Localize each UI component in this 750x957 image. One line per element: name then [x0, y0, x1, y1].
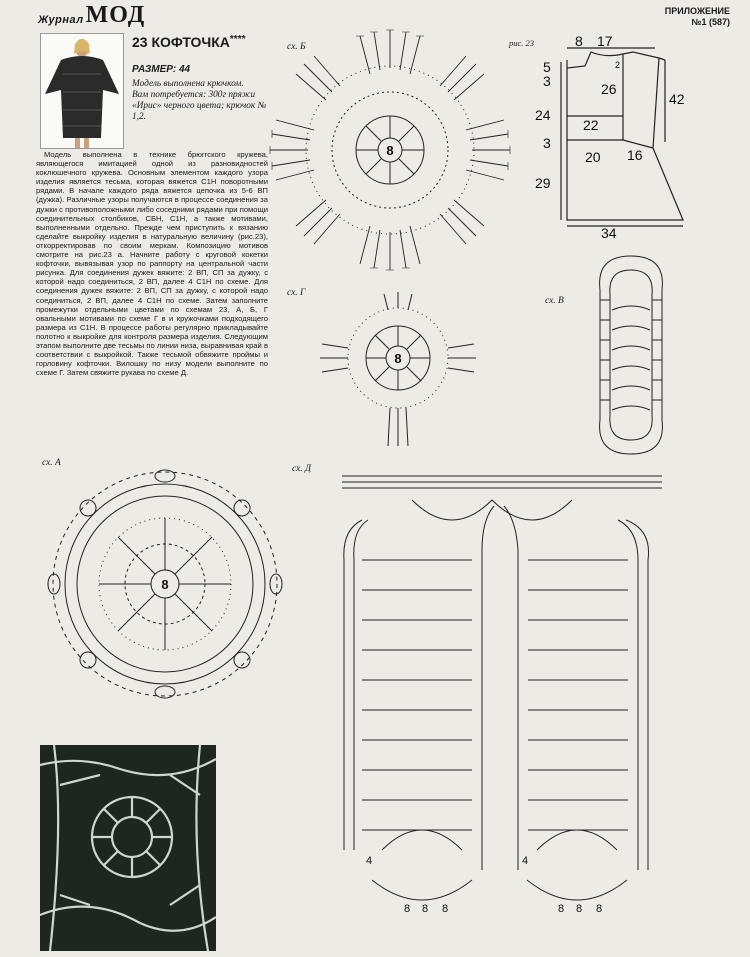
size-line: РАЗМЕР: 44	[132, 64, 191, 75]
magazine-prefix: Журнал	[38, 14, 84, 26]
label-sch-a: сх. А	[42, 458, 61, 468]
fig23-dim-16: 16	[627, 147, 643, 163]
sch-d-mark: 4	[366, 855, 373, 867]
fig23-dim-3b: 3	[543, 135, 551, 151]
scheme-v-motif	[586, 250, 676, 460]
label-sch-g: сх. Г	[287, 288, 306, 298]
issue-number: №1 (587)	[691, 17, 730, 27]
fig23-dim-42: 42	[669, 91, 685, 107]
materials-line: Вам потребуется: 300г пряжи «Ирис» черного цвета; крючок № 1,2.	[132, 90, 267, 122]
fig23-dim-17: 17	[597, 33, 613, 49]
sch-d-mark: 8	[558, 903, 565, 915]
sch-d-mark: 8	[596, 903, 603, 915]
lace-swatch-photo	[40, 745, 216, 951]
pattern-title-text: 23 КОФТОЧКА	[132, 34, 230, 50]
label-sch-d: сх. Д	[292, 464, 312, 474]
fig23-dim-2: 2	[615, 60, 621, 70]
difficulty-stars: ****	[229, 34, 246, 45]
label-ris-23: рис. 23	[509, 38, 535, 48]
fig23-dim-5: 5	[543, 59, 551, 75]
scheme-g-center-number: 8	[394, 351, 402, 366]
magazine-title: МОД	[85, 2, 146, 28]
instructions-paragraph: Модель выполнена в технике брюггского кружева, являющегося имитацией одной из разновидностей коклюшечного кружева. Основным элементом каждого узора изделия является тесьма, которая вяжется С1Н поворотными рядами. В начале каждого ряда вяжется цепочка из 5-6 ВП (дужка). Различные узоры получаются в процессе соединения за дужки с противоположными либо соседними рядами при помощи соединительных столбиков, СБН, С1Н, а также мотивами, выполненными отдельно. Прежде чем приступить к вязанию сделайте выкройку изделия в натуральную величину (рис.23), откорректировав по своим меркам. Композицию мотивов смотрите на рис.23 а. Начните работу с круговой кокетки кофточки, вывязывая узор по раппорту на центральной части рисунка. Для соединения дужек вяжите: 2 ВП, СП за дужку, с которой надо соединиться, 2 ВП, далее 4 С1Н по схеме. Для соединения дужек вяжите: 2 ВП, СП за дужку, с которой надо соединиться, 2 ВП, далее 4 С1Н по схеме. Затем заполните промежутки отдельными цветами по схемам 23, А, Б, Г овальными мотивами по схеме Г в и кружочками подходящего размера из С1Н. В процессе работы регулярно прикладывайте полотно к выкройке для контроля размера изделия. Следующим этапом выполните две тесьмы по линии низа, выравнивая край в соответствии с выкройкой. Также тесьмой обвяжите проймы и горловину кофточки. Вилошку по низу модели выполните по схеме Г. Затем свяжите рукава по схеме Д.	[36, 150, 268, 378]
instructions-text	[36, 150, 268, 377]
label-sch-b: сх. Б	[287, 42, 306, 52]
scheme-a-motif	[40, 462, 290, 710]
fig23-dim-3a: 3	[543, 73, 551, 89]
fig23-dim-29: 29	[535, 175, 551, 191]
scheme-d-sleeve	[322, 470, 682, 930]
supplement-label: ПРИЛОЖЕНИЕ	[664, 6, 730, 16]
sch-d-mark: 8	[576, 903, 583, 915]
masthead-logo	[38, 4, 145, 26]
pattern-header	[132, 34, 272, 123]
pattern-title	[132, 34, 272, 50]
fig23-dim-20: 20	[585, 149, 601, 165]
model-photo	[40, 33, 124, 149]
fig23-dim-26: 26	[601, 81, 617, 97]
scheme-b-center-number: 8	[386, 143, 394, 158]
scheme-b-motif	[268, 28, 512, 272]
figure-23-layout	[505, 30, 700, 240]
label-sch-v: сх. В	[545, 296, 564, 306]
sch-d-mark: 4	[522, 855, 529, 867]
sch-d-mark: 8	[404, 903, 411, 915]
fig23-dim-34: 34	[601, 225, 617, 240]
sch-d-mark: 8	[442, 903, 449, 915]
scheme-a-center-number: 8	[161, 577, 169, 592]
sch-d-mark: 8	[422, 903, 429, 915]
fig23-dim-22: 22	[583, 117, 599, 133]
fig23-dim-8: 8	[575, 33, 583, 49]
fig23-dim-24: 24	[535, 107, 551, 123]
made-line: Модель выполнена крючком.	[132, 79, 244, 89]
issue-info	[665, 6, 730, 28]
scheme-g-motif	[318, 290, 478, 450]
